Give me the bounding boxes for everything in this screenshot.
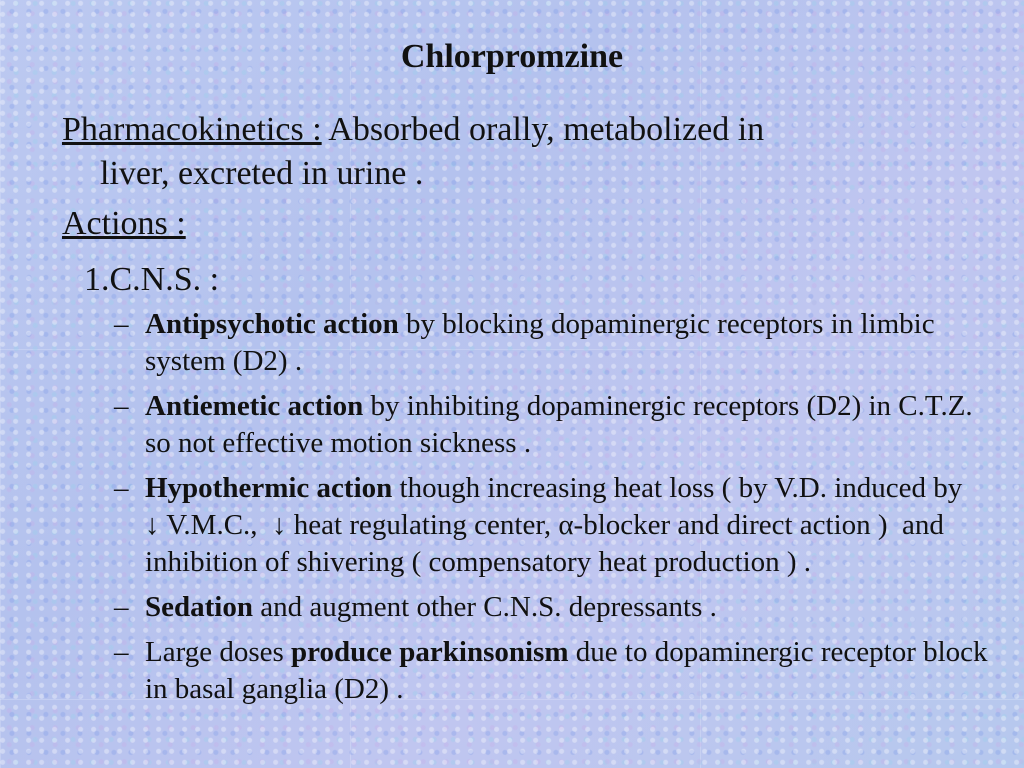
- actions-heading: Actions :: [62, 205, 186, 242]
- bullet-bold-text: Sedation: [145, 591, 253, 623]
- pharmacokinetics-text-line1: Absorbed orally, metabolized in: [321, 111, 765, 148]
- bullet-dash: –: [114, 390, 129, 422]
- bullet-sedation: [114, 589, 994, 626]
- cns-bullet-list: [114, 306, 999, 716]
- bullet-dash: –: [114, 472, 129, 504]
- bullet-text: by inhibiting dopaminergic receptors (D2) in C.T.Z. so not effective motion sickness .: [145, 390, 973, 459]
- bullet-dash: –: [114, 591, 129, 623]
- bullet-dash: –: [114, 636, 129, 668]
- bullet-bold-text: Hypothermic action: [145, 472, 393, 504]
- pharmacokinetics-label: Pharmacokinetics :: [62, 111, 322, 148]
- bullet-antiemetic: [114, 388, 994, 462]
- bullet-text: though increasing heat loss ( by V.D. induced by ↓ V.M.C., ↓ heat regulating center, α-blocker and direct action ) and inhibition of shivering ( compensatory heat production ) .: [145, 472, 999, 578]
- bullet-dash: –: [114, 308, 129, 340]
- bullet-text: by blocking dopaminergic receptors in limbic system (D2) .: [145, 308, 935, 377]
- bullet-pre-text: Large doses: [145, 636, 292, 668]
- bullet-hypothermic: [114, 470, 999, 581]
- bullet-parkinsonism: [114, 634, 994, 708]
- bullet-text: due to dopaminergic receptor block in basal ganglia (D2) .: [145, 636, 988, 705]
- cns-heading: 1.C.N.S. :: [84, 261, 220, 298]
- bullet-antipsychotic: [114, 306, 994, 380]
- bullet-text: and augment other C.N.S. depressants .: [252, 591, 717, 623]
- slide-title: Chlorpromzine: [400, 38, 624, 75]
- bullet-bold-text: Antiemetic action: [145, 390, 364, 422]
- pharmacokinetics-paragraph: [62, 108, 962, 196]
- bullet-bold-text: produce parkinsonism: [291, 636, 569, 668]
- pharmacokinetics-text-line2: liver, excreted in urine .: [100, 155, 424, 192]
- bullet-bold-text: Antipsychotic action: [145, 308, 399, 340]
